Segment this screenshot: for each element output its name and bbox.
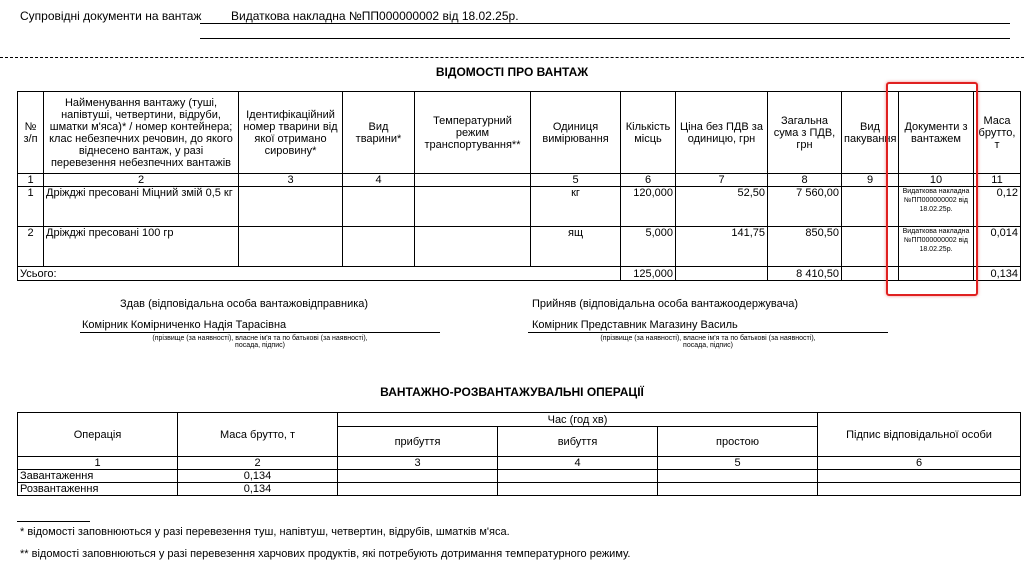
col-header-price: Ціна без ПДВ за одиницю, грн: [676, 92, 768, 174]
row-animal-type: [343, 227, 415, 267]
receiver-caption-line1: (прізвище (за наявності), власне ім'я та по батькові (за наявності),: [600, 335, 816, 342]
sender-caption-line2: посада, підпис): [235, 342, 285, 349]
cut-line: [0, 57, 1024, 58]
row-name: Дріжджі пресовані 100 гр: [44, 227, 239, 267]
table-row: [18, 187, 1021, 227]
table-row: [18, 483, 1021, 496]
ops-col-arrival: прибуття: [338, 427, 498, 457]
row-animal-id: [239, 187, 343, 227]
table-row: [18, 227, 1021, 267]
col-header-quantity: Кількість місць: [621, 92, 676, 174]
ops-col-operation: Операція: [18, 413, 178, 457]
total-sum: 8 410,50: [768, 267, 842, 281]
col-number: 2: [44, 174, 239, 187]
row-documents: Видаткова накладна №ПП000000002 від 18.02.25р.: [899, 187, 974, 227]
sender-label: Здав (відповідальна особа вантажовідправника): [120, 298, 369, 310]
ops-number-row: [18, 457, 1021, 470]
ops-header-row: [18, 413, 1021, 427]
col-header-name: Найменування вантажу (туші, напівтуші, четвертини, відруби, шматки м'яса)* / номер контейнера; клас небезпечних речовин, до якого віднесено вантаж, у разі перевезення небезпечних вантажів: [44, 92, 239, 174]
col-number: 9: [842, 174, 899, 187]
ops-col-number: 4: [498, 457, 658, 470]
col-header-animal-id: Ідентифікаційний номер тварини від якої отримано сировину*: [239, 92, 343, 174]
ops-col-signature: Підпис відповідальної особи: [818, 413, 1021, 457]
ops-col-mass: Маса брутто, т: [178, 413, 338, 457]
row-sum: 850,50: [768, 227, 842, 267]
ops-signature: [818, 470, 1021, 483]
row-sum: 7 560,00: [768, 187, 842, 227]
col-header-number: № з/п: [18, 92, 44, 174]
ops-col-idle: простою: [658, 427, 818, 457]
ops-mass: 0,134: [178, 483, 338, 496]
row-animal-id: [239, 227, 343, 267]
receiver-caption-line2: посада, підпис): [683, 342, 733, 349]
col-number: 3: [239, 174, 343, 187]
row-number: 1: [18, 187, 44, 227]
col-number: 7: [676, 174, 768, 187]
ops-col-number: 2: [178, 457, 338, 470]
ops-col-departure: вибуття: [498, 427, 658, 457]
col-number: 1: [18, 174, 44, 187]
col-number: 8: [768, 174, 842, 187]
ops-col-number: 5: [658, 457, 818, 470]
ops-idle: [658, 470, 818, 483]
cargo-table: [17, 91, 1021, 281]
sender-name: Комірник Комірниченко Надія Тарасівна: [82, 319, 287, 331]
total-mass: 0,134: [974, 267, 1021, 281]
ops-arrival: [338, 483, 498, 496]
header-underline: [200, 23, 1010, 24]
col-header-animal-type: Вид тварини*: [343, 92, 415, 174]
col-number: [415, 174, 531, 187]
row-price: 141,75: [676, 227, 768, 267]
ops-col-number: 3: [338, 457, 498, 470]
row-quantity: 5,000: [621, 227, 676, 267]
row-mass: 0,014: [974, 227, 1021, 267]
ops-col-number: 6: [818, 457, 1021, 470]
total-label: Усього:: [18, 267, 621, 281]
ops-col-time: Час (год хв): [338, 413, 818, 427]
ops-departure: [498, 470, 658, 483]
ops-idle: [658, 483, 818, 496]
col-number: 5: [531, 174, 621, 187]
row-number: 2: [18, 227, 44, 267]
sender-caption: [80, 335, 440, 349]
row-animal-type: [343, 187, 415, 227]
total-quantity: 125,000: [621, 267, 676, 281]
documents-highlight-box: [886, 82, 978, 296]
col-number: 4: [343, 174, 415, 187]
header-underline-2: [200, 38, 1010, 39]
row-price: 52,50: [676, 187, 768, 227]
col-header-temperature: Температурний режим транспортування**: [415, 92, 531, 174]
col-header-sum: Загальна сума з ПДВ, грн: [768, 92, 842, 174]
receiver-caption: [528, 335, 888, 349]
ops-operation: Завантаження: [18, 470, 178, 483]
total-price: [676, 267, 768, 281]
header-label: Супровідні документи на вантаж: [20, 9, 202, 23]
total-row: [18, 267, 1021, 281]
ops-title: ВАНТАЖНО-РОЗВАНТАЖУВАЛЬНІ ОПЕРАЦІЇ: [380, 385, 644, 399]
col-header-packaging: Вид пакування: [842, 92, 899, 174]
receiver-signature-line: [528, 332, 888, 333]
col-number: 11: [974, 174, 1021, 187]
row-temperature: [415, 227, 531, 267]
ops-operation: Розвантаження: [18, 483, 178, 496]
cargo-title: ВІДОМОСТІ ПРО ВАНТАЖ: [435, 65, 589, 79]
ops-signature: [818, 483, 1021, 496]
sender-caption-line1: (прізвище (за наявності), власне ім'я та по батькові (за наявності),: [152, 335, 368, 342]
ops-departure: [498, 483, 658, 496]
row-quantity: 120,000: [621, 187, 676, 227]
operations-table: [17, 412, 1021, 496]
row-mass: 0,12: [974, 187, 1021, 227]
col-number: 10: [899, 174, 974, 187]
footnote-1: * відомості заповнюються у разі перевезення туш, напівтуш, четвертин, відрубів, шматків м'яса.: [20, 526, 510, 538]
ops-arrival: [338, 470, 498, 483]
col-header-unit: Одиниця вимірювання: [531, 92, 621, 174]
table-row: [18, 470, 1021, 483]
receiver-name: Комірник Представник Магазину Василь: [532, 319, 738, 331]
header-value: Видаткова накладна №ПП000000002 від 18.02.25р.: [231, 9, 519, 23]
row-name: Дріжджі пресовані Міцний змій 0,5 кг: [44, 187, 239, 227]
cargo-header-row: [18, 92, 1021, 174]
ops-col-number: 1: [18, 457, 178, 470]
col-number: 6: [621, 174, 676, 187]
ops-mass: 0,134: [178, 470, 338, 483]
footnote-divider: [17, 521, 90, 522]
row-unit: кг: [531, 187, 621, 227]
footnote-2: ** відомості заповнюються у разі перевезення харчових продуктів, які потребують дотримання температурного режиму.: [20, 548, 631, 560]
row-unit: ящ: [531, 227, 621, 267]
col-header-documents: Документи з вантажем: [899, 92, 974, 174]
receiver-label: Прийняв (відповідальна особа вантажоодержувача): [532, 298, 799, 310]
sender-signature-line: [80, 332, 440, 333]
cargo-number-row: [18, 174, 1021, 187]
row-temperature: [415, 187, 531, 227]
row-documents: Видаткова накладна №ПП000000002 від 18.02.25р.: [899, 227, 974, 267]
col-header-mass: Маса брутто, т: [974, 92, 1021, 174]
